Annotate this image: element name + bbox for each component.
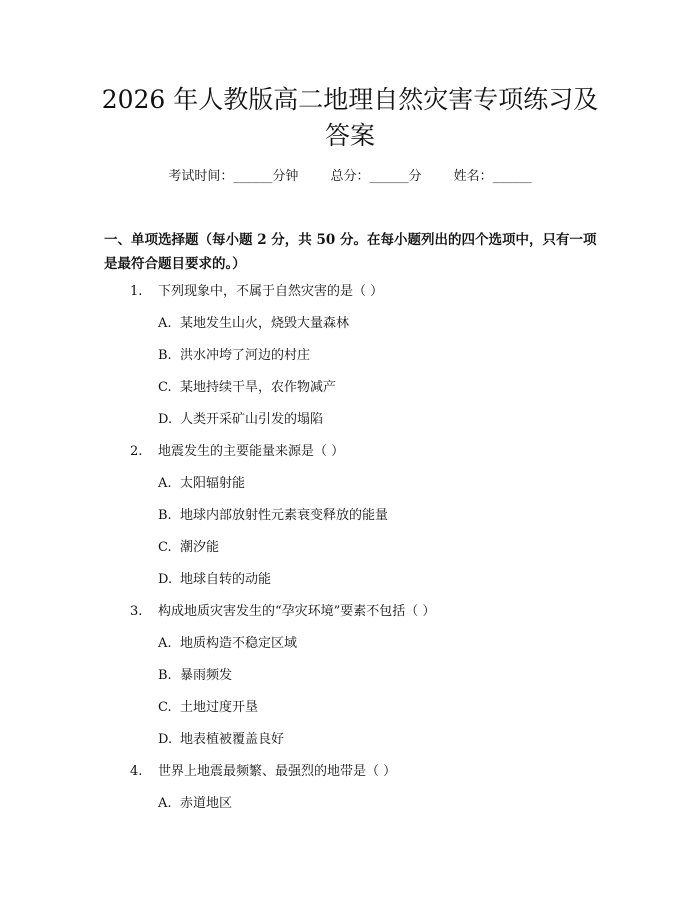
option-letter: A. — [158, 316, 172, 331]
student-name-field: 姓名：______ — [453, 169, 532, 184]
question-number: 1. — [130, 284, 143, 299]
question-stem: 构成地质灾害发生的“孕灾环境”要素不包括（ ） — [158, 604, 436, 619]
option-letter: D. — [158, 732, 173, 747]
page-title-continued: 答案 — [324, 121, 375, 150]
option-text: 洪水冲垮了河边的村庄 — [180, 348, 311, 363]
option-letter: A. — [158, 636, 172, 651]
option-text: 太阳辐射能 — [180, 476, 246, 491]
option-text: 地质构造不稳定区域 — [180, 636, 298, 651]
exam-info-bar — [0, 168, 700, 186]
option-text: 潮汐能 — [180, 540, 220, 555]
option-letter: C. — [158, 540, 172, 555]
option-letter: A. — [158, 476, 172, 491]
option-letter: A. — [158, 796, 172, 811]
total-score-field: 总分：______分 — [330, 169, 422, 184]
question-number: 3. — [130, 604, 143, 619]
option-letter: C. — [158, 700, 172, 715]
question-number: 2. — [130, 444, 143, 459]
option-text: 赤道地区 — [180, 796, 233, 811]
option-text: 某地发生山火，烧毁大量森林 — [180, 316, 350, 331]
option-letter: D. — [158, 412, 173, 427]
option-letter: D. — [158, 572, 173, 587]
option-text: 人类开采矿山引发的塌陷 — [180, 412, 324, 427]
option-letter: C. — [158, 380, 172, 395]
option-text: 地球内部放射性元素衰变释放的能量 — [180, 508, 389, 523]
section-heading-continued: 是最符合题目要求的。） — [104, 256, 246, 272]
question-stem: 下列现象中，不属于自然灾害的是（ ） — [158, 284, 384, 299]
section-heading: 一、单项选择题（每小题 2 分，共 50 分。在每小题列出的四个选项中，只有一项 — [104, 232, 597, 248]
option-text: 某地持续干旱，农作物减产 — [180, 380, 337, 395]
option-letter: B. — [158, 348, 172, 363]
option-text: 土地过度开垦 — [180, 700, 259, 715]
option-letter: B. — [158, 508, 172, 523]
option-text: 暴雨频发 — [180, 668, 233, 683]
question-number: 4. — [130, 764, 143, 779]
question-stem: 世界上地震最频繁、最强烈的地带是（ ） — [158, 764, 397, 779]
page-title: 2026 年人教版高二地理自然灾害专项练习及 — [101, 85, 599, 114]
exam-time-field: 考试时间：______分钟 — [168, 169, 299, 184]
option-letter: B. — [158, 668, 172, 683]
option-text: 地球自转的动能 — [180, 572, 272, 587]
question-stem: 地震发生的主要能量来源是（ ） — [158, 444, 345, 459]
option-text: 地表植被覆盖良好 — [180, 732, 285, 747]
